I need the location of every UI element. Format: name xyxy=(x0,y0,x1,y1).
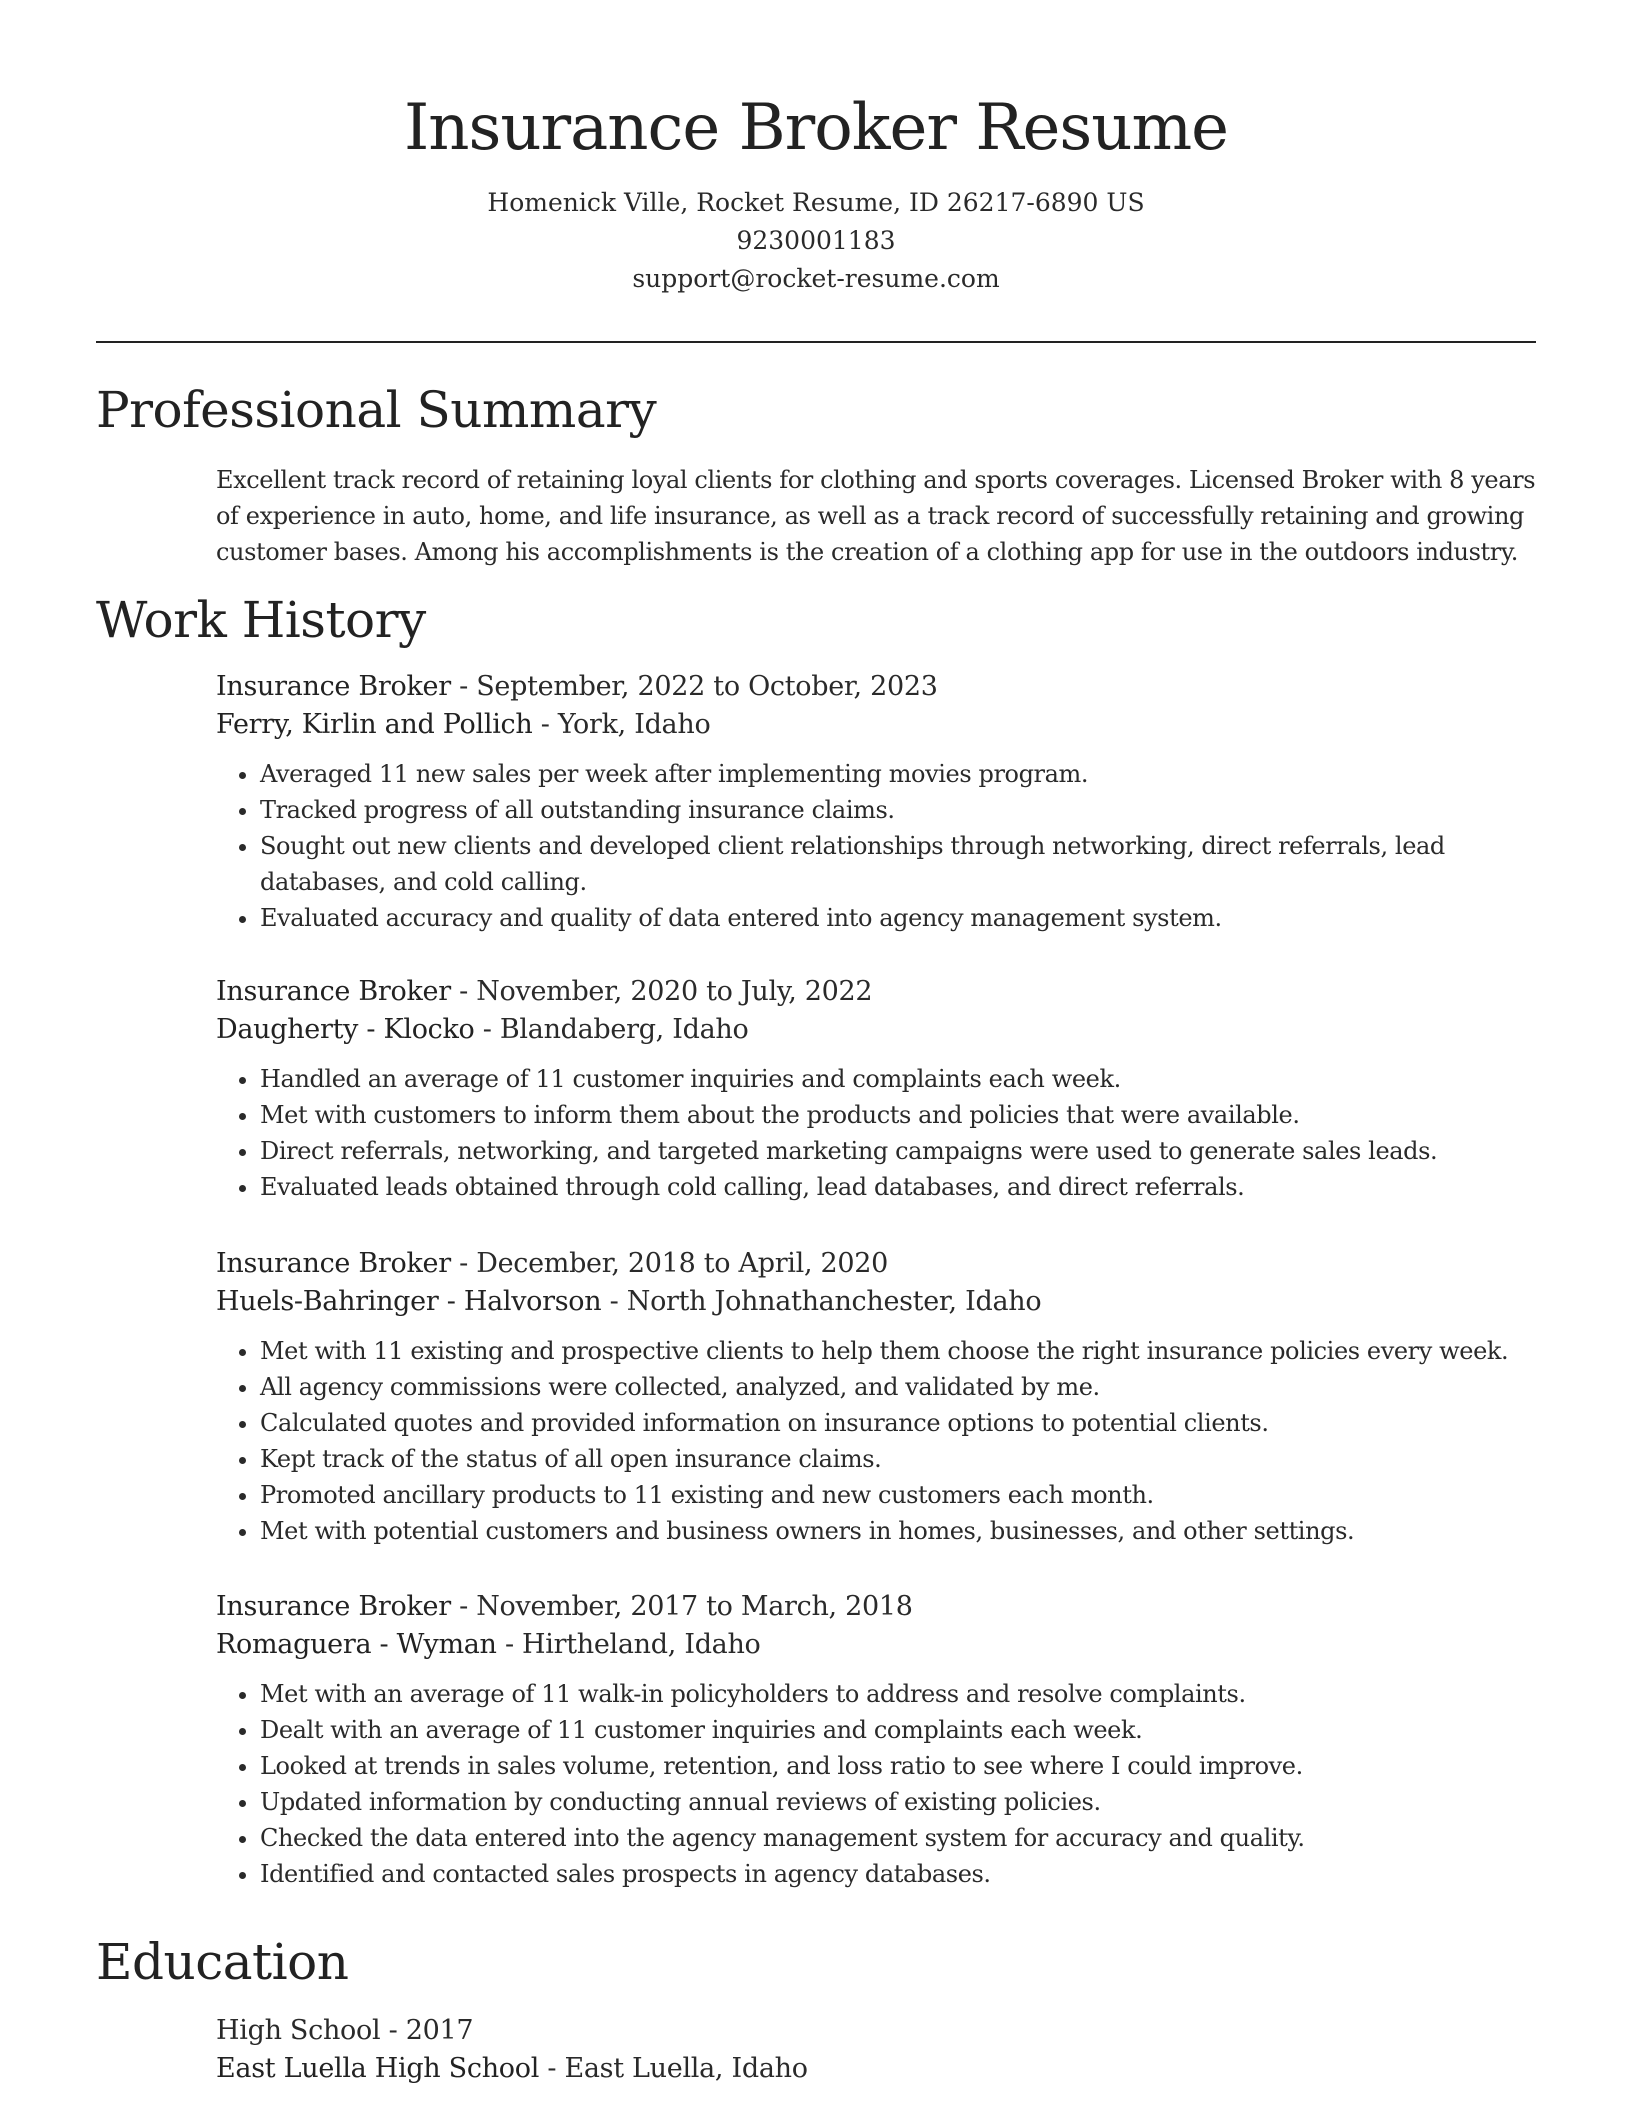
section-title-education: Education xyxy=(96,1933,349,1991)
job-location: Hirtheland, Idaho xyxy=(522,1629,761,1660)
bullet-item: • Evaluated leads obtained through cold calling, lead databases, and direct referrals. xyxy=(260,1169,1536,1205)
education-year: 2017 xyxy=(405,2015,474,2046)
bullet-item: • Identified and contacted sales prospects in agency databases. xyxy=(260,1856,1536,1892)
bullet-item: • Tracked progress of all outstanding insurance claims. xyxy=(260,792,1536,828)
education-entry xyxy=(216,2012,1536,2088)
education-degree: High School xyxy=(216,2015,381,2046)
job-dates: December, 2018 to April, 2020 xyxy=(476,1248,889,1279)
job-company: Daugherty - Klocko xyxy=(216,1014,475,1045)
job-dates: November, 2017 to March, 2018 xyxy=(476,1591,913,1622)
job-company: Romaguera - Wyman xyxy=(216,1629,497,1660)
job-location: York, Idaho xyxy=(557,709,711,740)
job-entry xyxy=(216,668,1536,936)
separator: - xyxy=(540,709,558,740)
job-title: Insurance Broker xyxy=(216,671,451,702)
bullet-item: • Met with an average of 11 walk-in policyholders to address and resolve complaints. xyxy=(260,1676,1536,1712)
separator: - xyxy=(609,1286,627,1317)
contact-block xyxy=(96,184,1536,298)
education-location: East Luella, Idaho xyxy=(564,2053,808,2084)
job-location: Blandaberg, Idaho xyxy=(499,1014,749,1045)
separator: - xyxy=(547,2053,565,2084)
bullet-item: • Promoted ancillary products to 11 existing and new customers each month. xyxy=(260,1477,1536,1513)
separator: - xyxy=(459,671,477,702)
contact-address: Homenick Ville, Rocket Resume, ID 26217-6890 US xyxy=(487,188,1145,217)
bullet-item: • Updated information by conducting annual reviews of existing policies. xyxy=(260,1784,1536,1820)
bullet-item: • Dealt with an average of 11 customer inquiries and complaints each week. xyxy=(260,1712,1536,1748)
job-company-line xyxy=(216,706,1536,744)
job-location: North Johnathanchester, Idaho xyxy=(626,1286,1042,1317)
job-title-line xyxy=(216,1588,1536,1626)
separator: - xyxy=(388,2015,406,2046)
job-company-line xyxy=(216,1011,1536,1049)
job-company-line xyxy=(216,1626,1536,1664)
header-divider xyxy=(96,341,1536,343)
bullet-item: • All agency commissions were collected, analyzed, and validated by me. xyxy=(260,1369,1536,1405)
job-title-line xyxy=(216,668,1536,706)
job-title-line xyxy=(216,973,1536,1011)
job-entry xyxy=(216,1245,1536,1549)
job-company-line xyxy=(216,1283,1536,1321)
job-dates: September, 2022 to October, 2023 xyxy=(476,671,938,702)
bullet-item: • Kept track of the status of all open insurance claims. xyxy=(260,1441,1536,1477)
separator: - xyxy=(459,1248,477,1279)
bullet-item: • Direct referrals, networking, and targeted marketing campaigns were used to generate sales leads. xyxy=(260,1133,1536,1169)
job-company: Huels-Bahringer - Halvorson xyxy=(216,1286,602,1317)
job-title: Insurance Broker xyxy=(216,1248,451,1279)
bullet-item: • Calculated quotes and provided information on insurance options to potential clients. xyxy=(260,1405,1536,1441)
job-entry xyxy=(216,973,1536,1205)
section-title-work-history: Work History xyxy=(96,591,426,649)
separator: - xyxy=(482,1014,500,1045)
resume-title: Insurance Broker Resume xyxy=(403,91,1229,165)
resume-header xyxy=(96,80,1536,298)
separator: - xyxy=(459,1591,477,1622)
bullet-item: • Met with potential customers and business owners in homes, businesses, and other settings. xyxy=(260,1513,1536,1549)
bullet-item: • Handled an average of 11 customer inquiries and complaints each week. xyxy=(260,1061,1536,1097)
education-school-line xyxy=(216,2050,1536,2088)
job-bullets xyxy=(216,756,1536,936)
section-title-summary: Professional Summary xyxy=(96,381,657,439)
bullet-item: • Sought out new clients and developed client relationships through networking, direct referrals, lead databases, and cold calling. xyxy=(260,828,1536,900)
job-title: Insurance Broker xyxy=(216,1591,451,1622)
bullet-item: • Met with 11 existing and prospective clients to help them choose the right insurance policies every week. xyxy=(260,1333,1536,1369)
bullet-item: • Averaged 11 new sales per week after implementing movies program. xyxy=(260,756,1536,792)
job-title: Insurance Broker xyxy=(216,976,451,1007)
bullet-item: • Checked the data entered into the agency management system for accuracy and quality. xyxy=(260,1820,1536,1856)
contact-email: support@rocket-resume.com xyxy=(632,264,1000,293)
contact-phone: 9230001183 xyxy=(736,226,896,255)
job-bullets xyxy=(216,1333,1536,1549)
job-title-line xyxy=(216,1245,1536,1283)
separator: - xyxy=(459,976,477,1007)
job-dates: November, 2020 to July, 2022 xyxy=(476,976,873,1007)
education-school: East Luella High School xyxy=(216,2053,540,2084)
summary-text: Excellent track record of retaining loyal clients for clothing and sports coverages. Licensed Broker with 8 years of experience in auto, home, and life insurance, as well as a track record of successfully retaining and growing customer bases. Among his accomplishments is the creation of a clothing app for use in the outdoors industry. xyxy=(216,466,1536,566)
bullet-item: • Evaluated accuracy and quality of data entered into agency management system. xyxy=(260,900,1536,936)
separator: - xyxy=(504,1629,523,1660)
job-bullets xyxy=(216,1061,1536,1205)
education-degree-line xyxy=(216,2012,1536,2050)
job-bullets xyxy=(216,1676,1536,1892)
bullet-item: • Met with customers to inform them about the products and policies that were available. xyxy=(260,1097,1536,1133)
bullet-item: • Looked at trends in sales volume, retention, and loss ratio to see where I could improve. xyxy=(260,1748,1536,1784)
job-entry xyxy=(216,1588,1536,1892)
job-company: Ferry, Kirlin and Pollich xyxy=(216,709,533,740)
